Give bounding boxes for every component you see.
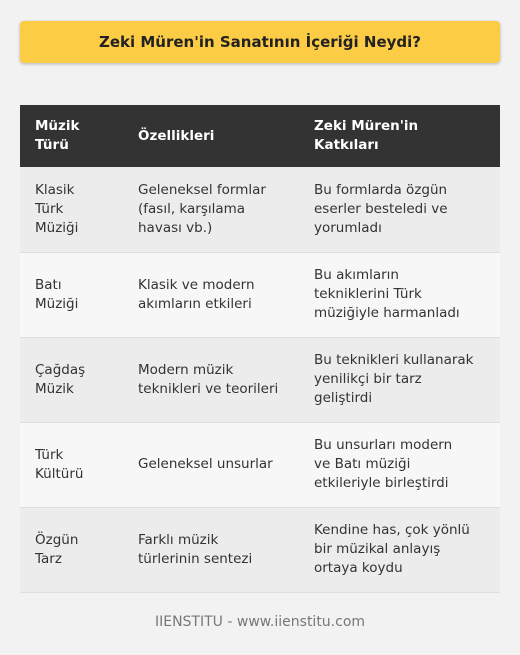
header-music-type: Müzik Türü xyxy=(20,105,123,167)
table-header-row xyxy=(20,105,500,167)
cell-music-type: Özgün Tarz xyxy=(20,507,123,592)
cell-features: Modern müzik teknikleri ve teorileri xyxy=(123,337,299,422)
footer-credit: IIENSTITU - www.iienstitu.com xyxy=(154,614,366,630)
cell-music-type: Türk Kültürü xyxy=(20,422,123,507)
table-row xyxy=(20,507,500,592)
cell-music-type: Çağdaş Müzik xyxy=(20,337,123,422)
table-row xyxy=(20,337,500,422)
cell-contributions: Kendine has, çok yönlü bir müzikal anlayış ortaya koydu xyxy=(299,507,500,592)
cell-contributions: Bu formlarda özgün eserler besteledi ve yorumladı xyxy=(299,167,500,252)
cell-music-type: Batı Müziği xyxy=(20,252,123,337)
cell-contributions: Bu akımların tekniklerini Türk müziğiyle harmanladı xyxy=(299,252,500,337)
header-features: Özellikleri xyxy=(123,105,299,167)
header-contributions: Zeki Müren'in Katkıları xyxy=(299,105,500,167)
page-title: Zeki Müren'in Sanatının İçeriği Neydi? xyxy=(20,21,500,63)
cell-music-type: Klasik Türk Müziği xyxy=(20,167,123,252)
cell-features: Geleneksel unsurlar xyxy=(123,422,299,507)
cell-features: Klasik ve modern akımların etkileri xyxy=(123,252,299,337)
table-row xyxy=(20,252,500,337)
cell-contributions: Bu unsurları modern ve Batı müziği etkileriyle birleştirdi xyxy=(299,422,500,507)
cell-features: Farklı müzik türlerinin sentezi xyxy=(123,507,299,592)
cell-features: Geleneksel formlar (fasıl, karşılama havası vb.) xyxy=(123,167,299,252)
table-row xyxy=(20,422,500,507)
table-row xyxy=(20,167,500,252)
music-table xyxy=(20,105,500,593)
cell-contributions: Bu teknikleri kullanarak yenilikçi bir tarz geliştirdi xyxy=(299,337,500,422)
